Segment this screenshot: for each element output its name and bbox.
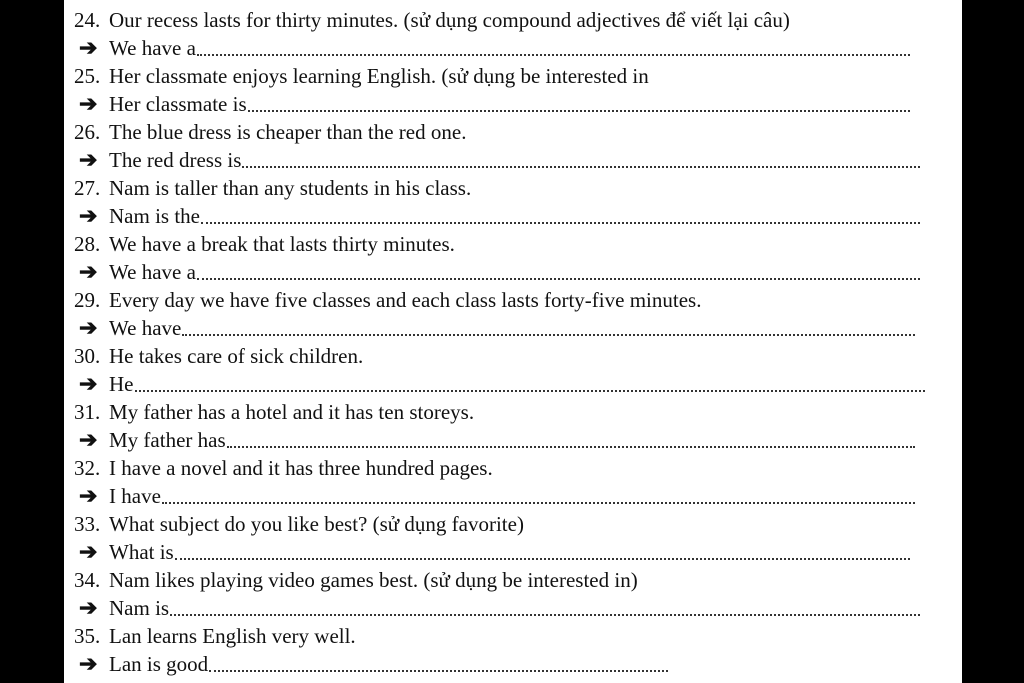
exercise-question: I have a novel and it has three hundred pages. <box>109 456 493 480</box>
exercise-item <box>64 566 962 622</box>
exercise-question: Nam likes playing video games best. (sử dụng be interested in) <box>109 568 638 592</box>
answer-prompt: Nam is <box>109 596 170 620</box>
exercise-number: 30. <box>74 344 101 368</box>
right-arrow-icon: ➔ <box>79 91 98 116</box>
right-arrow-icon: ➔ <box>79 203 98 228</box>
answer-prompt: We have a <box>109 260 196 284</box>
answer-prompt: My father has <box>109 428 226 452</box>
exercise-number: 24. <box>74 8 101 32</box>
exercise-item <box>64 118 962 174</box>
exercise-item <box>64 342 962 398</box>
exercise-number: 31. <box>74 400 101 424</box>
answer-prompt: Nam is the <box>109 204 200 228</box>
exercise-item <box>64 230 962 286</box>
answer-blank-line[interactable] <box>162 502 915 504</box>
right-arrow-icon: ➔ <box>79 427 98 452</box>
answer-blank-line[interactable] <box>227 446 915 448</box>
exercise-item <box>64 622 962 678</box>
right-arrow-icon: ➔ <box>79 371 98 396</box>
exercise-question: He takes care of sick children. <box>109 344 364 368</box>
exercise-number: 26. <box>74 120 101 144</box>
answer-prompt: I have <box>109 484 161 508</box>
right-arrow-icon: ➔ <box>79 35 98 60</box>
right-arrow-icon: ➔ <box>79 539 98 564</box>
worksheet-page <box>64 0 962 683</box>
right-arrow-icon: ➔ <box>79 595 98 620</box>
exercise-question: Our recess lasts for thirty minutes. (sử dụng compound adjectives để viết lại câu) <box>109 8 790 32</box>
answer-blank-line[interactable] <box>182 334 915 336</box>
right-arrow-icon: ➔ <box>79 651 98 676</box>
exercise-item <box>64 454 962 510</box>
answer-blank-line[interactable] <box>197 278 920 280</box>
answer-blank-line[interactable] <box>201 222 920 224</box>
exercise-question: Lan learns English very well. <box>109 624 356 648</box>
exercise-item <box>64 510 962 566</box>
exercise-number: 29. <box>74 288 101 312</box>
answer-prompt: We have <box>109 316 182 340</box>
exercise-number: 28. <box>74 232 101 256</box>
exercise-question: Every day we have five classes and each class lasts forty-five minutes. <box>109 288 702 312</box>
answer-prompt: We have a <box>109 36 196 60</box>
answer-blank-line[interactable] <box>170 614 920 616</box>
exercise-number: 35. <box>74 624 101 648</box>
exercise-number: 27. <box>74 176 101 200</box>
answer-blank-line[interactable] <box>175 558 910 560</box>
answer-prompt: The red dress is <box>109 148 242 172</box>
exercise-item <box>64 286 962 342</box>
exercise-item <box>64 6 962 62</box>
answer-prompt: Her classmate is <box>109 92 247 116</box>
exercise-list <box>64 6 962 678</box>
exercise-question: We have a break that lasts thirty minutes. <box>109 232 455 256</box>
exercise-number: 33. <box>74 512 101 536</box>
right-arrow-icon: ➔ <box>79 483 98 508</box>
answer-blank-line[interactable] <box>197 54 910 56</box>
answer-blank-line[interactable] <box>135 390 925 392</box>
answer-prompt: Lan is good <box>109 652 209 676</box>
exercise-number: 32. <box>74 456 101 480</box>
answer-blank-line[interactable] <box>242 166 920 168</box>
exercise-item <box>64 62 962 118</box>
right-arrow-icon: ➔ <box>79 147 98 172</box>
exercise-question: My father has a hotel and it has ten storeys. <box>109 400 475 424</box>
exercise-question: The blue dress is cheaper than the red one. <box>109 120 467 144</box>
exercise-item <box>64 174 962 230</box>
exercise-question: What subject do you like best? (sử dụng favorite) <box>109 512 524 536</box>
answer-prompt: What is <box>109 540 174 564</box>
answer-blank-line[interactable] <box>209 670 668 672</box>
right-arrow-icon: ➔ <box>79 259 98 284</box>
exercise-item <box>64 398 962 454</box>
answer-prompt: He <box>109 372 134 396</box>
exercise-question: Nam is taller than any students in his class. <box>109 176 472 200</box>
right-arrow-icon: ➔ <box>79 315 98 340</box>
exercise-number: 34. <box>74 568 101 592</box>
exercise-question: Her classmate enjoys learning English. (sử dụng be interested in <box>109 64 649 88</box>
answer-blank-line[interactable] <box>248 110 910 112</box>
exercise-number: 25. <box>74 64 101 88</box>
